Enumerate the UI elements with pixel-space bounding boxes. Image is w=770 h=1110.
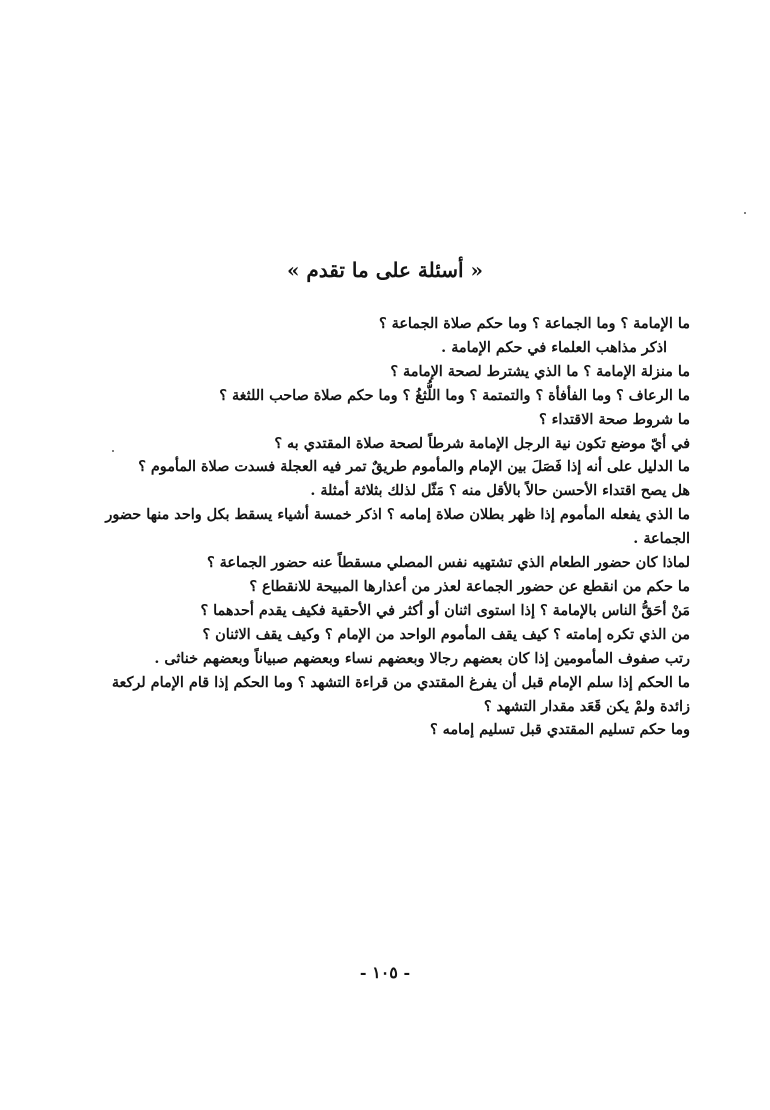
questions-list [78, 312, 690, 742]
question-8: هل يصح اقتداء الأحسن حالاً بالأقل منه ؟ مَثّل لذلك بثلاثة أمثلة . [310, 482, 690, 500]
page-number: - ١٠٥ - [359, 963, 411, 982]
question-10: لماذا كان حضور الطعام الذي تشتهيه نفس المصلي مسقطاً عنه حضور الجماعة ؟ [207, 554, 690, 572]
question-2: اذكر مذاهب العلماء في حكم الإمامة . [441, 338, 667, 356]
question-1: ما الإمامة ؟ وما الجماعة ؟ وما حكم صلاة الجماعة ؟ [378, 315, 690, 332]
question-3: ما منزلة الإمامة ؟ ما الذي يشترط لصحة الإمامة ؟ [390, 362, 690, 380]
question-16: وما حكم تسليم المقتدي قبل تسليم إمامه ؟ [429, 721, 690, 739]
question-13: من الذي تكره إمامته ؟ كيف يقف المأموم الواحد من الإمام ؟ وكيف يقف الاثنان ؟ [202, 625, 690, 643]
question-9: ما الذي يفعله المأموم إذا ظهر بطلان صلاة إمامه ؟ اذكر خمسة أشياء يسقط بكل واحد منها حضور الجماعة . [105, 506, 690, 548]
question-15: ما الحكم إذا سلم الإمام قبل أن يفرغ المقتدي من قراءة التشهد ؟ وما الحكم إذا قام الإمام لركعة زائدة ولمْ يكن قَعَد مقدار التشهد ؟ [111, 673, 690, 715]
question-4: ما الرعاف ؟ وما الفأفأة ؟ والتمتمة ؟ وما اللُّثغُ ؟ وما حكم صلاة صاحب اللثغة ؟ [219, 386, 690, 404]
section-title: « أسئلة على ما تقدم » [286, 258, 484, 282]
question-14: رتب صفوف المأمومين إذا كان بعضهم رجالا وبعضهم نساء وبعضهم صبياناً وبعضهم خناثى . [154, 649, 690, 667]
scan-speck [744, 212, 746, 214]
question-12: مَنْ أحَقُّ الناس بالإمامة ؟ إذا استوى اثنان أو أكثر في الأحقية فكيف يقدم أحدهما ؟ [200, 601, 690, 619]
scan-speck [112, 450, 114, 452]
question-6: في أيّ موضع تكون نية الرجل الإمامة شرطاً لصحة صلاة المقتدي به ؟ [274, 434, 690, 452]
question-7: ما الدليل على أنه إذا فَصَلَ بين الإمام والمأموم طريقٌ تمر فيه العجلة فسدت صلاة المأموم ؟ [138, 458, 690, 476]
question-11: ما حكم من انقطع عن حضور الجماعة لعذر من أعذارها المبيحة للانقطاع ؟ [249, 577, 690, 595]
question-5: ما شروط صحة الاقتداء ؟ [539, 410, 690, 428]
